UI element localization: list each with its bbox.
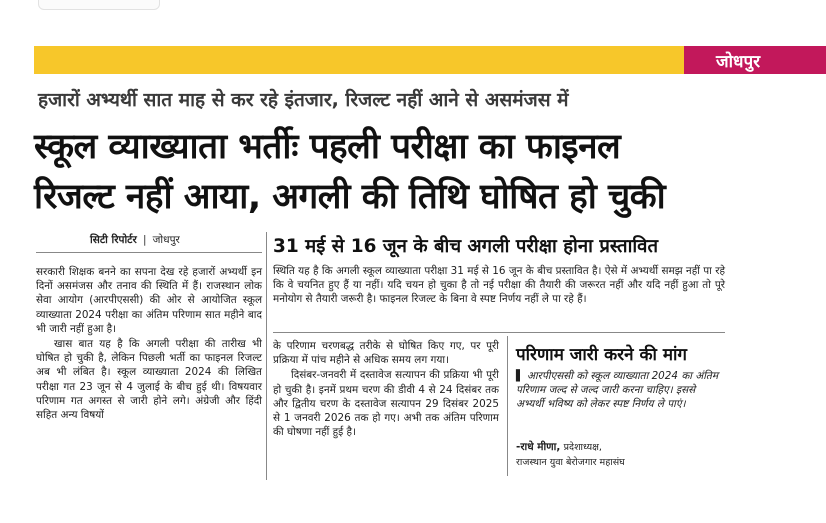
- demand-quote: [516, 369, 726, 412]
- column-1-paragraph-2: खास बात यह है कि अगली परीक्षा की तारीख भी घोषित हो चुकी है, लेकिन पिछली भर्ती का फाइनल रिजल्ट अब भी लंबित है। स्कूल व्याख्याता 2024 की लिखित परीक्षा गत 23 जून से 4 जुलाई के बीच हुई थी। विषयवार परिणाम गत अगस्त से जारी होने लगे। अंग्रेजी और हिंदी सहित अन्य विषयों: [36, 338, 262, 422]
- byline-separator: |: [142, 234, 147, 246]
- quote-attribution: [516, 440, 625, 470]
- section-color-bar: [34, 46, 684, 74]
- quote-mark-icon: ▌: [516, 370, 524, 382]
- top-frame-edge: [38, 0, 160, 10]
- byline-rule: [36, 252, 262, 253]
- city-label: जोधपुर: [716, 52, 761, 72]
- column-divider-2: [507, 336, 508, 476]
- article-column-2-top: [273, 264, 725, 308]
- demand-quote-text: आरपीएससी को स्कूल व्याख्याता 2024 का अंतिम परिणाम जल्द से जल्द जारी करना चाहिए। इससे अभ्यर्थी भविष्य को लेकर स्पष्ट निर्णय ले पाएं।: [516, 370, 719, 411]
- subheading: 31 मई से 16 जून के बीच अगली परीक्षा होना प्रस्तावित: [273, 236, 659, 257]
- column-1-paragraph-1: सरकारी शिक्षक बनने का सपना देख रहे हजारों अभ्यर्थी इन दिनों असमंजस और तनाव की स्थिति में हैं। राजस्थान लोक सेवा आयोग (आरपीएससी) की ओर से आयोजित स्कूल व्याख्याता 2024 परीक्षा का अंतिम परिणाम सात महीने बाद भी जारी नहीं हुआ है।: [36, 266, 262, 335]
- column-2-paragraph-1: के परिणाम चरणबद्ध तरीके से घोषित किए गए, पर पूरी प्रक्रिया में पांच महीने से अधिक समय लग गया।: [273, 340, 499, 367]
- byline-reporter: सिटी रिपोर्टर: [90, 234, 137, 246]
- attribution-role: प्रदेशाध्यक्ष,: [563, 442, 602, 453]
- byline-city: जोधपुर: [152, 234, 180, 246]
- column-2-paragraph-2: दिसंबर-जनवरी में दस्तावेज सत्यापन की प्रक्रिया भी पूरी हो चुकी है। इनमें प्रथम चरण की डीवी 4 से 24 दिसंबर तक और द्वितीय चरण के दस्तावेज सत्यापन 29 दिसंबर 2025 से 1 जनवरी 2026 तक हो गए। अभी तक अंतिम परिणाम की घोषणा नहीं हुई है।: [273, 369, 499, 439]
- headline-line-1: स्कूल व्याख्याता भर्तीः पहली परीक्षा का फाइनल: [34, 127, 621, 167]
- article-column-2: [273, 339, 499, 440]
- section-rule: [273, 332, 725, 333]
- demand-box-heading: परिणाम जारी करने की मांग: [516, 345, 687, 365]
- column-divider-1: [266, 232, 267, 480]
- column-2-top-paragraph: स्थिति यह है कि अगली स्कूल व्याख्याता परीक्षा 31 मई से 16 जून के बीच प्रस्तावित है। ऐसे में अभ्यर्थी समझ नहीं पा रहे कि वे चयनित हुए हैं या नहीं। यदि चयन हो चुका है तो नई परीक्षा की तैयारी की जरूरत नहीं और यदि नहीं हुआ तो पूरे मनोयोग से तैयारी जरूरी है। फाइनल रिजल्ट के बिना वे स्पष्ट निर्णय नहीं ले पा रहे हैं।: [273, 265, 725, 306]
- article-column-1: [36, 265, 262, 423]
- attribution-organization: राजस्थान युवा बेरोजगार महासंघ: [516, 457, 625, 468]
- attribution-name: -राधे मीणा,: [516, 441, 561, 453]
- byline: [90, 233, 180, 247]
- headline-line-2: रिजल्ट नहीं आया, अगली की तिथि घोषित हो चुकी: [34, 177, 666, 217]
- kicker-headline: हजारों अभ्यर्थी सात माह से कर रहे इंतजार, रिजल्ट नहीं आने से असमंजस में: [38, 89, 569, 111]
